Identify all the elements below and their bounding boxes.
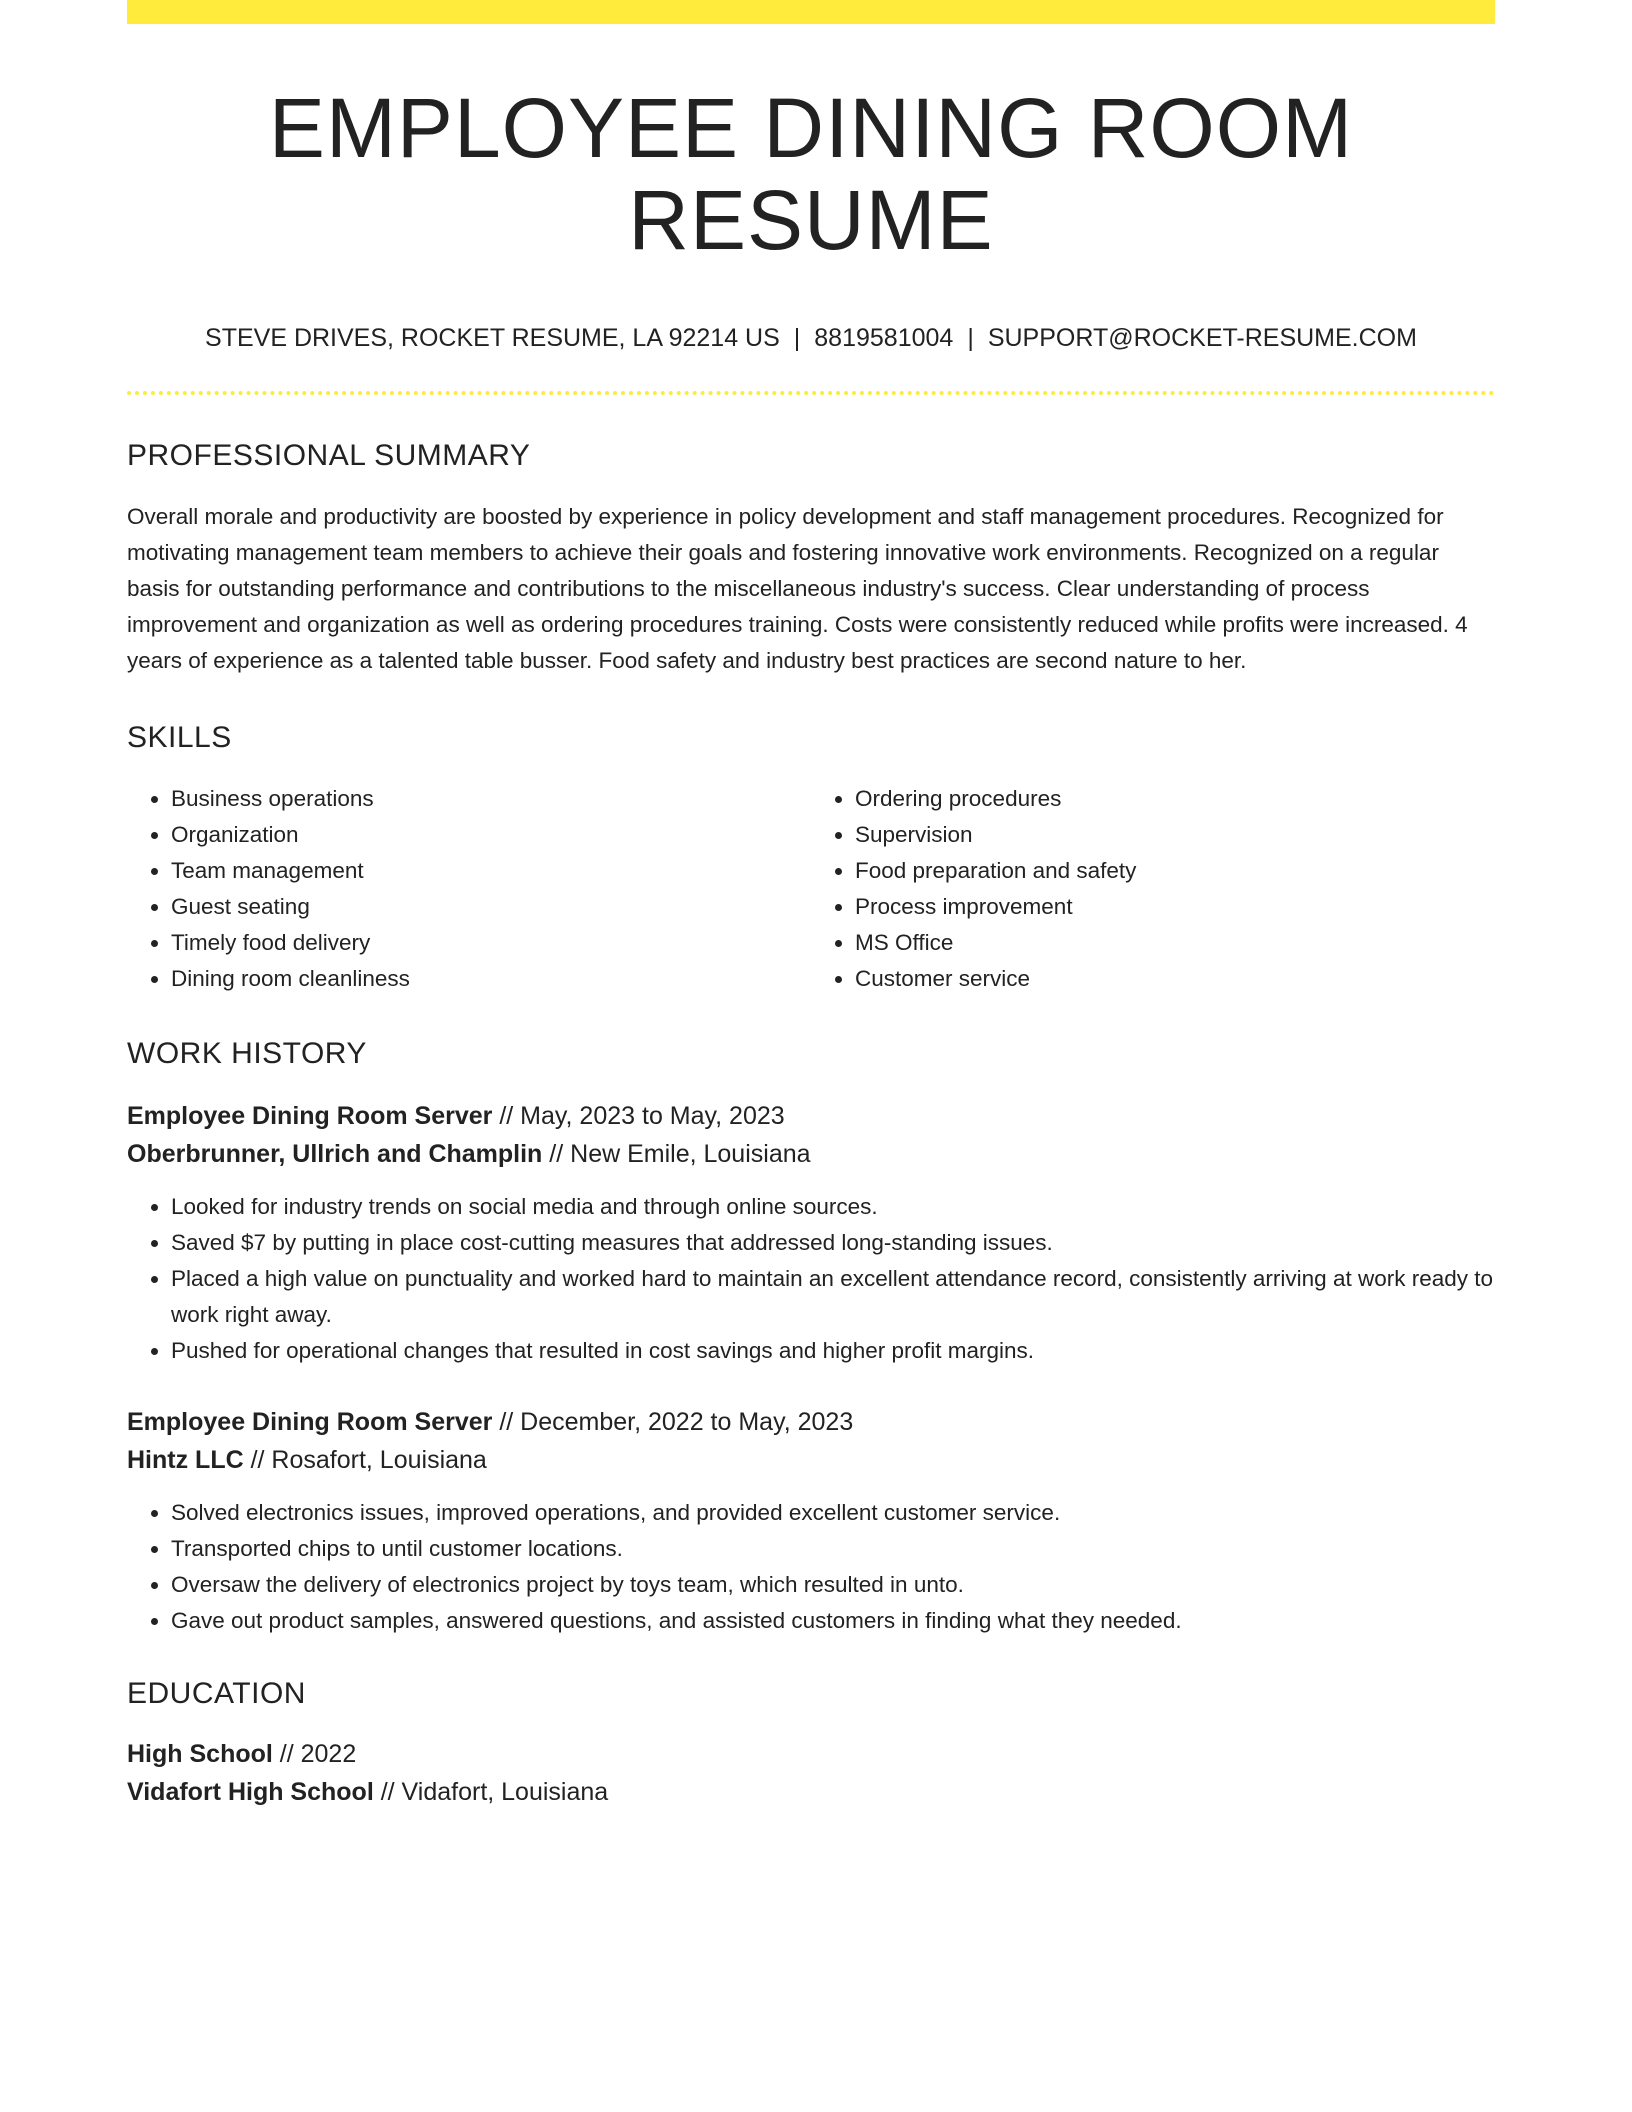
skill-item: • Process improvement	[855, 889, 1495, 925]
job-dates: // May, 2023 to May, 2023	[499, 1101, 785, 1130]
work-history-heading: WORK HISTORY	[127, 1036, 367, 1070]
education-degree: High School	[127, 1739, 273, 1768]
resume-page	[127, 0, 1495, 1811]
contact-address: STEVE DRIVES, ROCKET RESUME, LA 92214 US	[205, 323, 780, 352]
job-bullet: • Transported chips to until customer locations.	[171, 1531, 1495, 1567]
job-title: Employee Dining Room Server	[127, 1407, 493, 1436]
job-title: Employee Dining Room Server	[127, 1101, 493, 1130]
education-location: // Vidafort, Louisiana	[380, 1777, 609, 1806]
job-entry	[127, 1403, 1495, 1639]
skills-left-column	[127, 781, 811, 997]
skill-item: • Customer service	[855, 961, 1495, 997]
summary-text: Overall morale and productivity are boosted by experience in policy development and staff management procedures. Recognized for motivating management team members to achieve their goals and fostering innovative work environments. Recognized on a regular basis for outstanding performance and contributions to the miscellaneous industry's success. Clear understanding of process improvement and organization as well as ordering procedures training. Costs were consistently reduced while profits were increased. 4 years of experience as a talented table busser. Food safety and industry best practices are second nature to her.	[127, 503, 1468, 673]
contact-separator: |	[967, 323, 974, 352]
job-company-line	[127, 1135, 1495, 1173]
contact-email: SUPPORT@ROCKET-RESUME.COM	[987, 323, 1417, 352]
job-bullets	[127, 1189, 1495, 1369]
skills-right-column	[811, 781, 1495, 997]
job-company: Oberbrunner, Ullrich and Champlin	[127, 1139, 543, 1168]
job-bullet: • Placed a high value on punctuality and worked hard to maintain an excellent attendance record, consistently arriving at work ready to work right away.	[171, 1261, 1495, 1333]
job-title-line	[127, 1403, 1495, 1441]
contact-phone: 8819581004	[814, 323, 954, 352]
dotted-divider	[127, 391, 1495, 395]
job-company: Hintz LLC	[127, 1445, 244, 1474]
job-company-line	[127, 1441, 1495, 1479]
education-degree-line	[127, 1735, 1495, 1773]
skill-item: • Organization	[171, 817, 811, 853]
job-bullet: • Looked for industry trends on social media and through online sources.	[171, 1189, 1495, 1225]
education-school-line	[127, 1773, 1495, 1811]
education-entry	[127, 1735, 1495, 1811]
skill-item: • Timely food delivery	[171, 925, 811, 961]
education-heading: EDUCATION	[127, 1676, 306, 1710]
skill-item: • MS Office	[855, 925, 1495, 961]
job-location: // New Emile, Louisiana	[549, 1139, 811, 1168]
education-school: Vidafort High School	[127, 1777, 374, 1806]
skill-item: • Business operations	[171, 781, 811, 817]
skills-grid	[127, 781, 1495, 997]
resume-title: EMPLOYEE DINING ROOM RESUME	[268, 81, 1354, 268]
contact-line	[127, 323, 1495, 353]
skill-item: • Dining room cleanliness	[171, 961, 811, 997]
job-bullets	[127, 1495, 1495, 1639]
skill-item: • Ordering procedures	[855, 781, 1495, 817]
job-bullet: • Solved electronics issues, improved operations, and provided excellent customer service.	[171, 1495, 1495, 1531]
contact-separator: |	[793, 323, 801, 352]
education-year: // 2022	[279, 1739, 357, 1768]
summary-heading: PROFESSIONAL SUMMARY	[127, 438, 531, 472]
skill-item: • Food preparation and safety	[855, 853, 1495, 889]
skill-item: • Guest seating	[171, 889, 811, 925]
job-location: // Rosafort, Louisiana	[250, 1445, 487, 1474]
job-bullet: • Oversaw the delivery of electronics project by toys team, which resulted in unto.	[171, 1567, 1495, 1603]
job-bullet: • Pushed for operational changes that resulted in cost savings and higher profit margins.	[171, 1333, 1495, 1369]
accent-top-bar	[127, 0, 1495, 24]
skill-item: • Team management	[171, 853, 811, 889]
job-entry	[127, 1097, 1495, 1369]
job-dates: // December, 2022 to May, 2023	[499, 1407, 854, 1436]
job-title-line	[127, 1097, 1495, 1135]
job-bullet: • Saved $7 by putting in place cost-cutting measures that addressed long-standing issues.	[171, 1225, 1495, 1261]
job-bullet: • Gave out product samples, answered questions, and assisted customers in finding what they needed.	[171, 1603, 1495, 1639]
skill-item: • Supervision	[855, 817, 1495, 853]
skills-heading: SKILLS	[127, 720, 232, 754]
